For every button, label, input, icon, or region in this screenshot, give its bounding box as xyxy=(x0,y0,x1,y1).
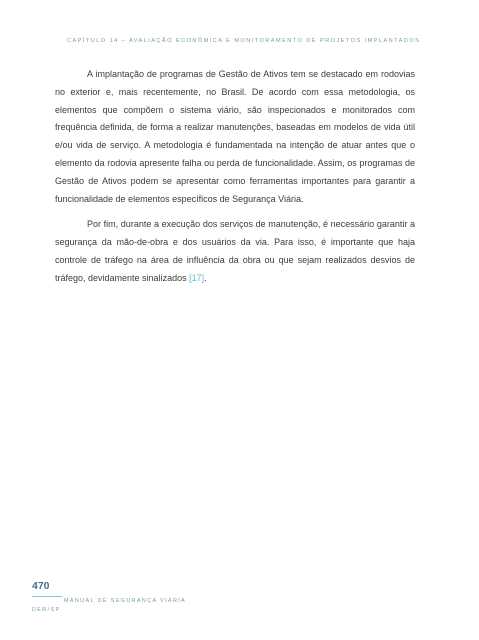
body-text xyxy=(55,66,415,296)
paragraph-asset-management: A implantação de programas de Gestão de Ativos tem se destacado em rodovias no exterior e, mais recentemente, no Brasil. De acordo com essa metodologia, os elementos que compõem o sistema viário, são inspecionados e monitorados com frequência definida, de forma a realizar manutenções, baseadas em modelos de vida útil e/ou vida de serviço. A metodologia é fundamentada na intenção de atuar antes que o elemento da rodovia apresente falha ou perda de funcionalidade. Assim, os programas de Gestão de Ativos podem se apresentar como ferramentas importantes para garantir a funcionalidade de elementos específicos de Segurança Viária. xyxy=(55,69,415,204)
citation-reference[interactable]: [17] xyxy=(189,272,205,283)
footer-divider xyxy=(32,596,62,597)
page-number: 470 xyxy=(32,580,50,592)
paragraph-2-end: . xyxy=(204,272,207,283)
paragraph-2-text: Por fim, durante a execução dos serviços de manutenção, é necessário garantir a segurança da mão-de-obra e dos usuários da via. Para isso, é importante que haja controle de tráfego na área de influência da obra ou que sejam realizados desvios de tráfego, devidamente sinalizados xyxy=(55,219,415,283)
paragraph-maintenance-safety xyxy=(55,216,415,287)
footer-manual-title: MANUAL DE SEGURANÇA VIÁRIA xyxy=(64,598,187,604)
footer-organization: DER/SP xyxy=(32,607,61,613)
chapter-header: CAPÍTULO 14 – AVALIAÇÃO ECONÔMICA E MONITORAMENTO DE PROJETOS IMPLANTADOS xyxy=(67,38,421,44)
